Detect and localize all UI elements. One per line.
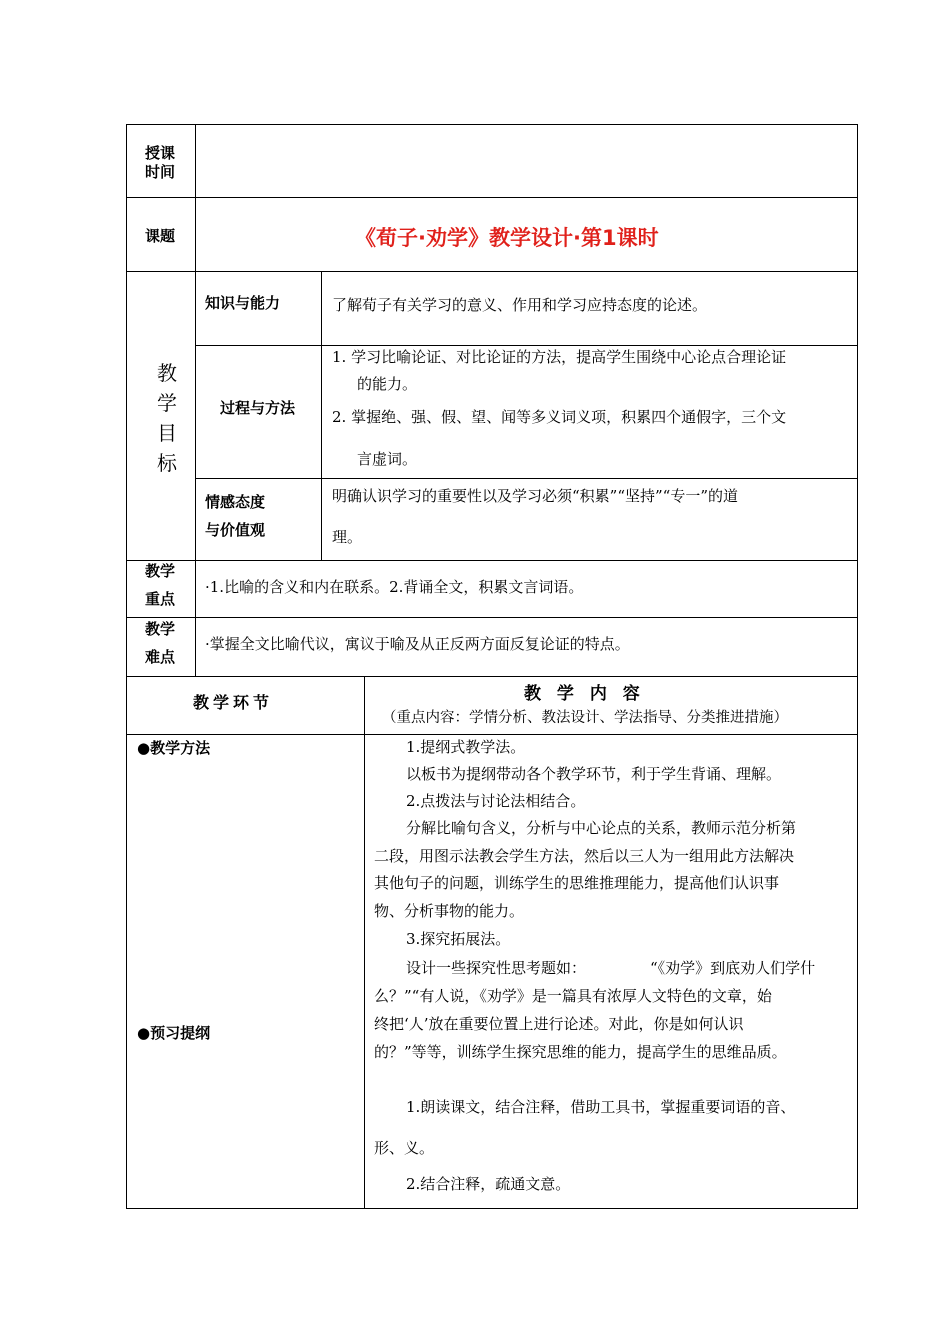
objectives-char: 教 — [157, 361, 177, 385]
objectives-char: 目 — [157, 421, 177, 445]
content-line: “《劝学》到底劝人们学什 — [650, 959, 816, 977]
lower-left-header: 教学环节 — [193, 693, 274, 712]
time-label-line-1: 授课 — [145, 144, 176, 162]
process-label: 过程与方法 — [220, 399, 296, 417]
lower-table-left-border — [126, 676, 127, 1209]
content-line: 分解比喻句含义，分析与中心论点的关系，教师示范分析第 — [406, 819, 797, 837]
objectives-char: 标 — [157, 451, 177, 475]
content-line: 终把‘人’放在重要位置上进行论述。对此，你是如何认识 — [374, 1015, 744, 1033]
preview-label: ●预习提纲 — [137, 1024, 211, 1042]
focus-label-line-2: 重点 — [145, 590, 176, 608]
emotion-text-line-1: 明确认识学习的重要性以及学习必须“积累”“坚持”“专一”的道 — [332, 487, 739, 505]
focus-text: ·1.比喻的含义和内在联系。2.背诵全文，积累文言词语。 — [205, 578, 584, 596]
content-line: 3.探究拓展法。 — [406, 930, 511, 948]
content-line: 形、义。 — [374, 1139, 435, 1157]
row-divider-focus — [126, 617, 858, 618]
content-line: 其他句子的问题，训练学生的思维推理能力，提高他们认识事 — [374, 874, 780, 892]
lower-column-divider — [364, 676, 365, 1209]
objectives-char: 学 — [157, 391, 177, 415]
row-divider-time — [126, 197, 858, 198]
difficulty-label-line-2: 难点 — [145, 648, 176, 666]
content-line: 物、分析事物的能力。 — [374, 902, 525, 920]
lower-table-top-border — [126, 676, 858, 677]
method-label: ●教学方法 — [137, 739, 211, 757]
difficulty-label-line-1: 教学 — [145, 620, 176, 638]
objective-subcolumn-divider — [321, 271, 322, 561]
content-line: 2.结合注释，疏通文意。 — [406, 1175, 571, 1193]
knowledge-label: 知识与能力 — [205, 294, 281, 312]
emotion-label-line-1: 情感态度 — [205, 493, 266, 511]
knowledge-text: 了解荀子有关学习的意义、作用和学习应持态度的论述。 — [332, 296, 708, 314]
focus-label-line-1: 教学 — [145, 562, 176, 580]
lesson-title: 《荀子·劝学》教学设计·第1课时 — [355, 226, 659, 250]
lower-header-divider — [126, 734, 858, 735]
row-divider-objectives — [126, 560, 858, 561]
row-divider-topic — [126, 271, 858, 272]
lower-table-bottom-border — [126, 1208, 858, 1209]
upper-table-top-border — [126, 124, 858, 125]
upper-table-left-border — [126, 124, 127, 677]
process-item-1-line-2: 的能力。 — [357, 375, 418, 393]
process-item-2-line-2: 言虚词。 — [357, 450, 418, 468]
lower-right-subheader: （重点内容：学情分析、教法设计、学法指导、分类推进措施） — [382, 710, 788, 726]
content-line: 以板书为提纲带动各个教学环节，利于学生背诵、理解。 — [406, 765, 782, 783]
difficulty-text: ·掌握全文比喻代议，寓议于喻及从正反两方面反复论证的特点。 — [205, 635, 630, 653]
lower-right-header: 教 学 内 容 — [524, 684, 645, 704]
content-line: 么？”“有人说，《劝学》是一篇具有浓厚人文特色的文章，始 — [374, 987, 772, 1005]
row-divider-process — [195, 478, 858, 479]
emotion-text-line-2: 理。 — [332, 528, 363, 546]
process-item-1-line-1: 1. 学习比喻论证、对比论证的方法，提高学生围绕中心论点合理论证 — [332, 348, 787, 366]
lower-table-right-border — [857, 676, 858, 1209]
topic-label: 课题 — [145, 227, 176, 245]
content-line: 的？”等等，训练学生探究思维的能力，提高学生的思维品质。 — [374, 1043, 787, 1061]
content-line: 1.提纲式教学法。 — [406, 738, 526, 756]
emotion-label-line-2: 与价值观 — [205, 521, 266, 539]
process-item-2-line-1: 2. 掌握绝、强、假、望、闻等多义词义项，积累四个通假字，三个文 — [332, 408, 787, 426]
time-label-line-2: 时间 — [145, 163, 176, 181]
label-column-divider — [195, 124, 196, 677]
content-line: 1.朗读课文，结合注释，借助工具书，掌握重要词语的音、 — [406, 1098, 796, 1116]
content-line: 二段，用图示法教会学生方法，然后以三人为一组用此方法解决 — [374, 847, 795, 865]
content-line: 2.点拨法与讨论法相结合。 — [406, 792, 586, 810]
upper-table-right-border — [857, 124, 858, 677]
content-line: 设计一些探究性思考题如： — [406, 959, 587, 977]
objectives-section-label — [155, 358, 179, 478]
